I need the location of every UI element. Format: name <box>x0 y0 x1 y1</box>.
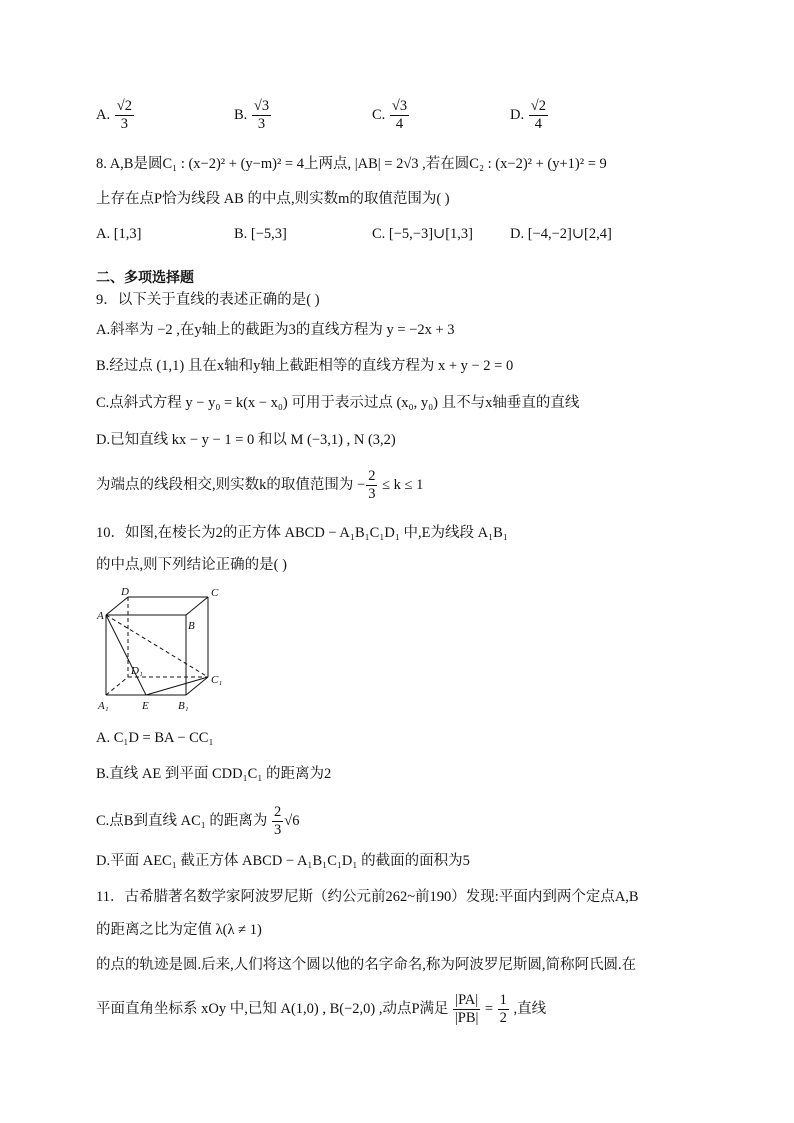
q7-option-b[interactable]: B. $\frac{√3}{3}$ <box>234 98 270 132</box>
q7-option-c[interactable]: C. $\frac{√3}{4}$ <box>372 98 408 132</box>
label-A1: A₁ <box>98 700 109 712</box>
q9-stem: 9．以下关于直线的表述正确的是( ) <box>96 292 320 308</box>
label-B1: B₁ <box>178 700 189 712</box>
q9-option-c[interactable]: C.点斜式方程 y − y₀ = k(x − x₀) 可用于表示过点 (x₀, y₀) 且不与x轴垂直的直线 <box>96 395 580 411</box>
q10-option-c[interactable]: C.点B到直线 AC₁ 的距离为 $\frac{2}{3}$ √6 <box>96 804 300 838</box>
q9-option-b[interactable]: B.经过点 (1,1) 且在x轴和y轴上截距相等的直线方程为 x + y − 2 = 0 <box>96 358 514 374</box>
q7-option-d[interactable]: D. $\frac{√2}{4}$ <box>510 98 546 132</box>
q8-option-b[interactable]: B. [−5,3] <box>234 226 287 242</box>
q11-line4: 平面直角坐标系 xOy 中,已知 A(1,0) , B(−2,0) ,动点P满足 $\frac{|PA|}{|PB|}$ = $\frac{1}{2}$ ,直线 <box>96 992 547 1026</box>
fraction: $\frac{√2}{4}$ <box>530 98 546 132</box>
q9-option-d-cont: 为端点的线段相交,则实数k的取值范围为 − $\frac{2}{3}$ ≤ k ≤ 1 <box>96 468 424 502</box>
q7-option-a[interactable]: A. $\frac{√2}{3}$ <box>96 98 132 132</box>
q11-line3: 的点的轨迹是圆.后来,人们将这个圆以他的名字命名,称为阿波罗尼斯圆,简称阿氏圆.在 <box>96 957 637 973</box>
q10-option-d[interactable]: D.平面 AEC₁ 截正方体 ABCD − A₁B₁C₁D₁ 的截面的面积为5 <box>96 853 470 869</box>
fraction: $\frac{2}{3}$ <box>274 804 282 838</box>
label-C1: C₁ <box>211 674 223 686</box>
q8-option-d[interactable]: D. [−4,−2]∪[2,4] <box>510 226 612 242</box>
fraction: $\frac{√3}{4}$ <box>391 98 408 132</box>
cube-figure <box>96 585 246 715</box>
label-D1: D₁ <box>131 665 143 677</box>
fraction: $\frac{√2}{3}$ <box>116 98 132 132</box>
fraction: $\frac{|PA|}{|PB|}$ <box>454 992 479 1026</box>
q10-stem-line1: 10．如图,在棱长为2的正方体 ABCD − A₁B₁C₁D₁ 中,E为线段 A₁B₁ <box>96 525 508 541</box>
label-D: D <box>121 586 129 598</box>
section-heading: 二、多项选择题 <box>96 270 194 286</box>
fraction: $\frac{1}{2}$ <box>499 992 507 1026</box>
q11-line1: 11．古希腊著名数学家阿波罗尼斯（约公元前262~前190）发现:平面内到两个定点A,B <box>96 889 639 905</box>
fraction: $\frac{√3}{3}$ <box>253 98 270 132</box>
q10-option-b[interactable]: B.直线 AE 到平面 CDD₁C₁ 的距离为2 <box>96 766 332 782</box>
label-C: C <box>211 587 219 599</box>
label-B: B <box>188 620 195 632</box>
q10-option-a[interactable]: A. C₁D = BA − CC₁ <box>96 730 214 746</box>
q8-option-a[interactable]: A. [1,3] <box>96 226 142 242</box>
q8-line1: 8. A,B是圆C₁ : (x−2)² + (y−m)² = 4上两点, |AB| = 2√3 ,若在圆C₂ : (x−2)² + (y+1)² = 9 <box>96 156 607 172</box>
q9-option-a[interactable]: A.斜率为 −2 ,在y轴上的截距为3的直线方程为 y = −2x + 3 <box>96 322 455 338</box>
q10-stem-line2: 的中点,则下列结论正确的是( ) <box>96 557 287 573</box>
q9-option-d[interactable]: D.已知直线 kx − y − 1 = 0 和以 M (−3,1) , N (3,2) <box>96 432 396 448</box>
q8-line2: 上存在点P恰为线段 AB 的中点,则实数m的取值范围为( ) <box>96 191 450 207</box>
label-A: A <box>97 610 104 622</box>
q11-line2: 的距离之比为定值 λ(λ ≠ 1) <box>96 922 262 938</box>
fraction: $\frac{2}{3}$ <box>368 468 376 502</box>
q8-option-c[interactable]: C. [−5,−3]∪[1,3] <box>372 226 473 242</box>
label-E: E <box>142 700 149 712</box>
